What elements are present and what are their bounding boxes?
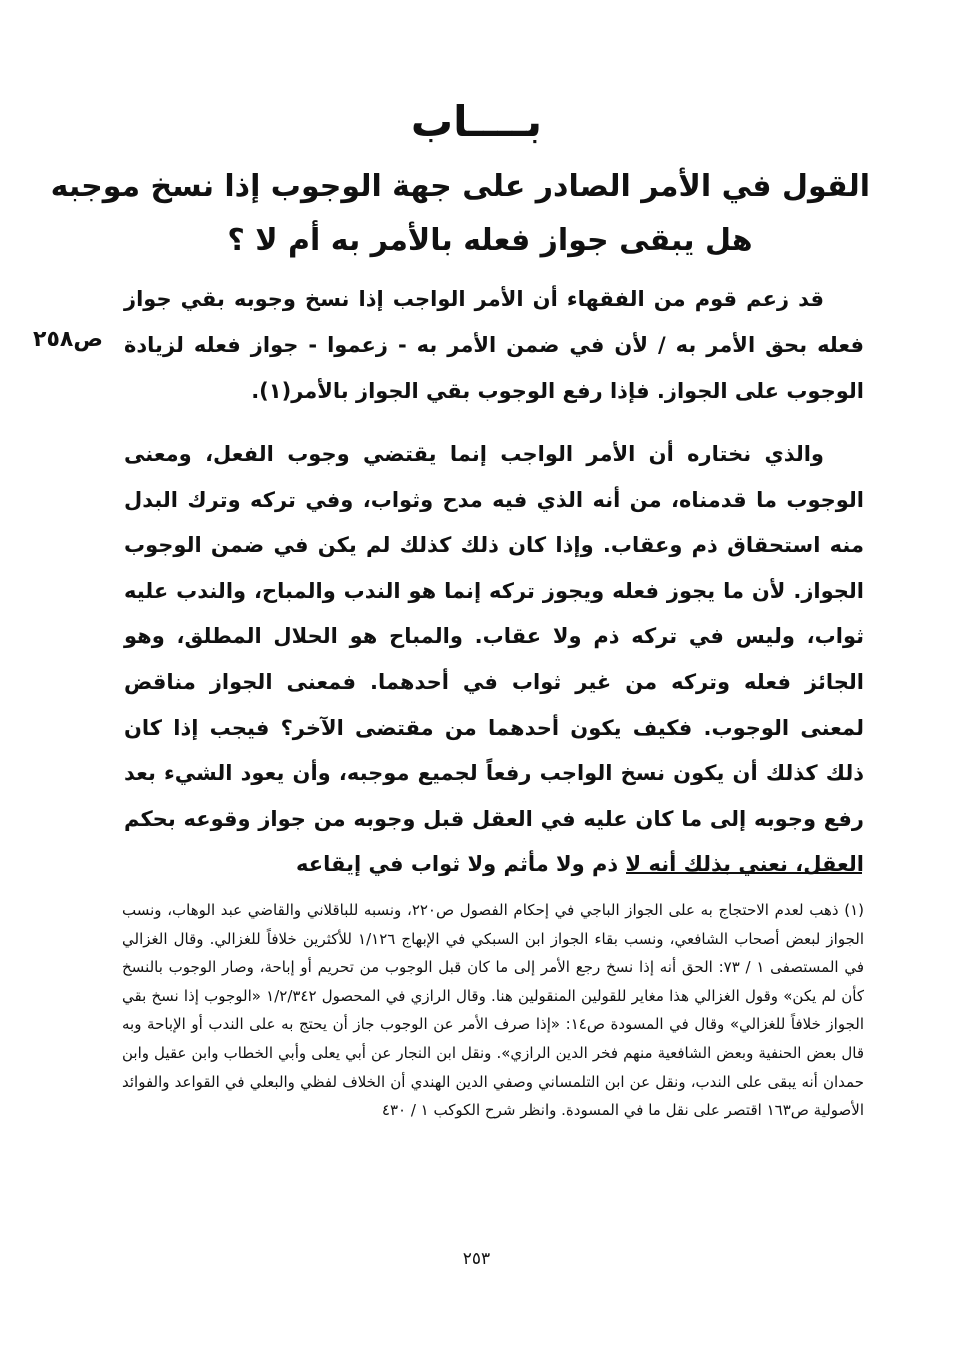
body-paragraph-1: قد زعم قوم من الفقهاء أن الأمر الواجب إذا نسخ وجوبه بقي جواز فعله بحق الأمر به / لأن في ضمن الأمر به - زعموا - جواز فعله لزيادة الوجوب على الجواز. فإذا رفع الوجوب بقي الجواز بالأمر(١). bbox=[124, 287, 864, 403]
chapter-title bbox=[50, 160, 870, 268]
chapter-heading-bab: بــــاب bbox=[410, 97, 543, 146]
footnote-1: (١) ذهب لعدم الاحتجاج به على الجواز الباجي في إحكام الفصول ص٢٢٠، ونسبه للباقلاني والقاضي عبد الوهاب، ونسب الجواز لبعض أصحاب الشافعي، ونسب بقاء الجواز ابن السبكي في الإبهاج ١/١٢٦ للأكثرين خلافاً للغزالي. وقال الغزالي في المستصفى ١ / ٧٣: الحق أنه إذا نسخ رجع الأمر إلى ما كان قبل الوجوب من تحريم أو إباحة، وصار الوجوب بالنسخ كأن لم يكن» وقول الغزالي هذا مغاير للقولين المنقولين هنا. وقال الرازي في المحصول ١/٢/٣٤٢ «الوجوب إذا نسخ بقي الجواز خلافاً للغزالي» وقال في المسودة ص١٤: «إذا صرف الأمر عن الوجوب جاز أن يحتج به على الندب أو الإباحة وبه قال بعض الحنفية وبعض الشافعية منهم فخر الدين الرازي». ونقل ابن النجار عن أبي يعلى وأبي الخطاب وابن عقيل وابن حمدان أنه يبقى على الندب، ونقل عن ابن التلمساني وصفي الدين الهندي أن الخلاف لفظي والبعلي في القواعد والفوائد الأصولية ص١٦٣ اقتصر على نقل ما في المسودة. وانظر شرح الكوكب ١ / ٤٣٠ bbox=[122, 901, 865, 1120]
chapter-title-line-1: القول في الأمر الصادر على جهة الوجوب إذا نسخ موجبه bbox=[50, 169, 870, 204]
margin-page-reference: ص٢٥٨ bbox=[33, 327, 103, 352]
body-paragraph-2: والذي نختاره أن الأمر الواجب إنما يقتضي وجوب الفعل، ومعنى الوجوب ما قدمناه، من أنه الذي فيه مدح وثواب، وفي تركه وترك البدل منه استحقاق ذم وعقاب. وإذا كان ذلك كذلك لم يكن في ضمن الوجوب الجواز. لأن ما يجوز فعله ويجوز تركه إنما هو الندب والمباح، والندب عليه ثواب، وليس في تركه ذم ولا عقاب. والمباح هو الحلال المطلق، وهو الجائز فعله وتركه من غير ثواب في أحدهما. فمعنى الجواز مناقض لمعنى الوجوب. فكيف يكون أحدهما من مقتضى الآخر؟ فيجب إذا كان ذلك كذلك أن يكون نسخ الواجب رفعاً لجميع موجبه، وأن يعود الشيء بعد رفع وجوبه إلى ما كان عليه في العقل قبل وجوبه من جواز وقوعه بحكم العقل، نعني بذلك أنه لا ذم ولا مأثم ولا ثواب في إيقاعه bbox=[124, 442, 864, 877]
page-number: ٢٥٣ bbox=[462, 1249, 491, 1269]
chapter-title-line-2: هل يبقى جواز فعله بالأمر به أم لا ؟ bbox=[227, 223, 753, 258]
footnote-separator bbox=[626, 872, 862, 874]
